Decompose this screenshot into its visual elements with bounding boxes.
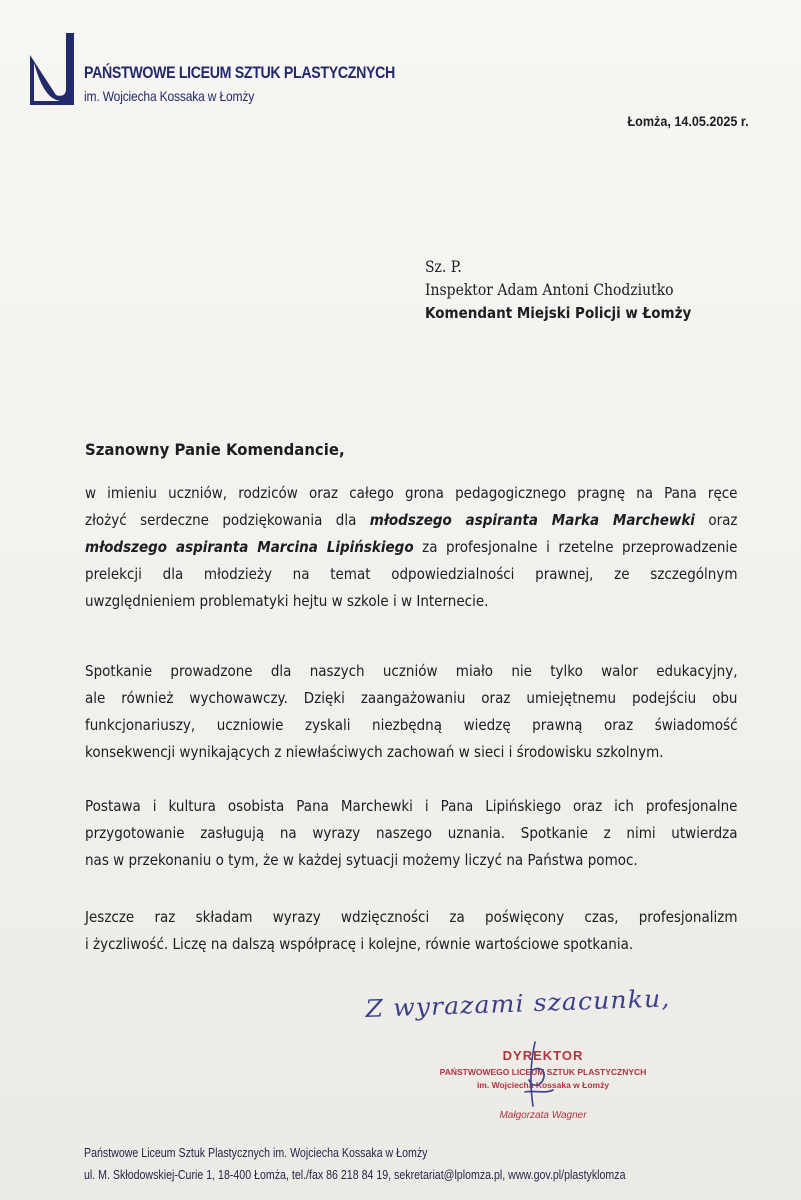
school-subtitle: im. Wojciecha Kossaka w Łomży [84, 88, 255, 104]
paragraph-4-line-2: i życzliwość. Liczę na dalszą współpracę i kolejne, równie wartościowe spotkania. [85, 935, 634, 953]
stamp-title: DYREKTOR [502, 1048, 584, 1063]
paragraph-4 [85, 904, 737, 958]
letter-date: Łomża, 14.05.2025 r. [627, 113, 749, 129]
recipient-line-1: Sz. P. [425, 258, 462, 276]
paragraph-1-line-2 [85, 507, 738, 534]
recipient-block [425, 256, 691, 325]
paragraph-2 [85, 658, 737, 766]
footer [84, 1142, 626, 1186]
handwritten-closing: Z wyrazami szacunku, [365, 984, 671, 1023]
footer-line-1: Państwowe Liceum Sztuk Plastycznych im. Wojciecha Kossaka w Łomży [84, 1146, 428, 1160]
officer-name-1: młodszego aspiranta Marka Marchewki [369, 511, 695, 529]
paragraph-1-line-3 [85, 534, 738, 561]
paragraph-4-line-1: Jeszcze raz składam wyrazy wdzięczności za poświęcony czas, profesjonalizm [85, 908, 738, 926]
paragraph-3-line-2: przygotowanie zasługują na wyrazy naszego uznania. Spotkanie z nimi utwierdza [85, 824, 738, 842]
school-name: PAŃSTWOWE LICEUM SZTUK PLASTYCZNYCH [84, 64, 395, 82]
school-logo-icon [30, 33, 74, 105]
salutation: Szanowny Panie Komendancie, [85, 440, 345, 459]
paragraph-3-line-1: Postawa i kultura osobista Pana Marchewki i Pana Lipińskiego oraz ich profesjonalne [85, 797, 738, 815]
paragraph-2-line-4: konsekwencji wynikających z niewłaściwych zachowań w sieci i środowisku szkolnym. [85, 743, 664, 761]
recipient-line-3: Komendant Miejski Policji w Łomży [425, 304, 692, 322]
paragraph-2-line-1: Spotkanie prowadzone dla naszych uczniów miało nie tylko walor edukacyjny, [85, 662, 738, 680]
text-segment: za profesjonalne i rzetelne przeprowadzenie [413, 538, 738, 556]
footer-line-2: ul. M. Skłodowskiej-Curie 1, 18-400 Łomża, tel./fax 86 218 84 19, sekretariat@lplomza.pl, www.gov.pl/plastyklomza [84, 1168, 626, 1182]
recipient-line-2: Inspektor Adam Antoni Chodziutko [425, 281, 674, 299]
stamp-line-1: PAŃSTWOWEGO LICEUM SZTUK PLASTYCZNYCH [439, 1067, 647, 1077]
paragraph-1 [85, 480, 737, 615]
paragraph-2-line-3: funkcjonariuszy, uczniowie zyskali niezbędną wiedzę prawną oraz świadomość [85, 716, 738, 734]
text-segment: złożyć serdeczne podziękowania dla [85, 511, 370, 529]
stamp-name: Małgorzata Wagner [499, 1110, 587, 1121]
stamp-line-2: im. Wojciecha Kossaka w Łomży [476, 1080, 610, 1090]
paragraph-1-line-4: prelekcji dla młodzieży na temat odpowiedzialności prawnej, ze szczególnym [85, 565, 738, 583]
paragraph-2-line-2: ale również wychowawczy. Dzięki zaangażowaniu oraz umiejętnemu podejściu obu [85, 689, 738, 707]
paragraph-3-line-3: nas w przekonaniu o tym, że w każdej sytuacji możemy liczyć na Państwa pomoc. [85, 851, 638, 869]
signature-icon [505, 1040, 565, 1110]
officer-name-2: młodszego aspiranta Marcina Lipińskiego [85, 538, 414, 556]
paragraph-3 [85, 793, 737, 874]
paragraph-1-line-5: uwzględnieniem problematyki hejtu w szkole i w Internecie. [85, 592, 489, 610]
text-segment: oraz [694, 511, 738, 529]
paragraph-1-line-1: w imieniu uczniów, rodziców oraz całego grona pedagogicznego pragnę na Pana ręce [85, 484, 738, 502]
